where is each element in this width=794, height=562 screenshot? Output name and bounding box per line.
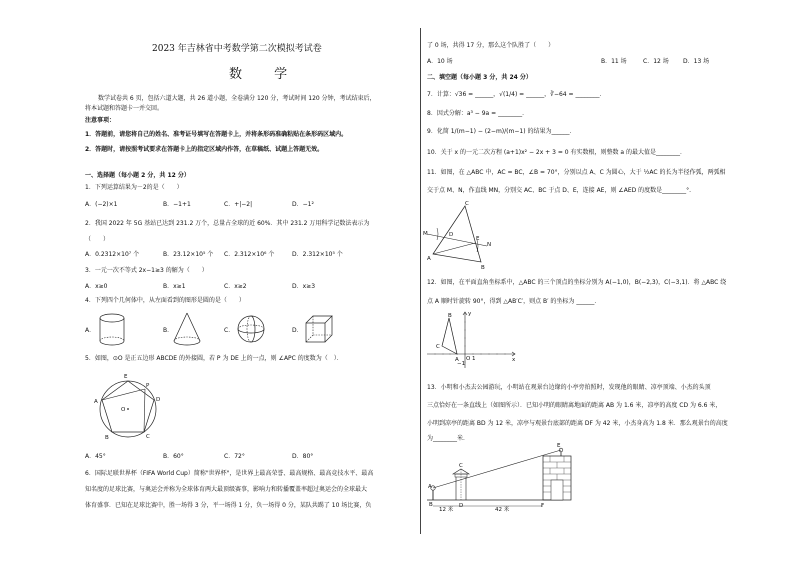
q5-stem: 5．如图，⊙O 是正五边形 ABCDE 的外接圆，若 P 为 DE 上的一点，则 ∠APC 的度数为（ ）． bbox=[85, 355, 343, 362]
q1-option-b: B．−1+1 bbox=[163, 201, 191, 208]
q3-stem: 3．一元一次不等式 2x−1≥3 的解为（ ） bbox=[85, 267, 208, 274]
q11-label-b: B bbox=[481, 265, 485, 271]
q6-option-b: B．11 场 bbox=[601, 58, 627, 65]
q6-continuation: 了 0 场，共得 17 分，那么这个队胜了（ ） bbox=[427, 42, 555, 49]
section1-title: 一、选择题（每小题 2 分，共 12 分） bbox=[85, 172, 190, 179]
q5-label-b: B bbox=[105, 435, 109, 441]
q11-line-1: 11．如图，在 △ABC 中，AC = BC，∠B = 70°，分别以点 A、C 为圆心，大于 ½AC 的长为半径作弧，两弧相 bbox=[427, 169, 726, 176]
cube-figure bbox=[304, 314, 334, 346]
q12-label-y: y bbox=[468, 311, 472, 317]
q13-dim-bd: 12 米 bbox=[439, 507, 454, 513]
q3-option-b: B．x≥1 bbox=[163, 283, 186, 290]
q4-option-b: B． bbox=[163, 327, 174, 334]
q4-stem: 4．下列四个几何体中，从左面看到的图形是圆的是（ ） bbox=[85, 297, 245, 304]
q1-stem: 1．下列运算结果为－2的是（ ） bbox=[85, 184, 183, 191]
q4-option-c: C． bbox=[224, 327, 235, 334]
q11-label-m: M bbox=[423, 231, 428, 237]
q12-line-2: 点 A 顺时针旋转 90°，得到 △AB′C′，则点 B′ 的坐标为 ______． bbox=[427, 298, 601, 305]
q6-line-1: 6．国际足联世界杯（FIFA World Cup）简称"世界杯"，是世界上最高荣誉、最高规格、最高竞技水平、最高 bbox=[85, 470, 374, 477]
q2-stem: 2．我国 2022 年 5G 基站已达到 231.2 万个，总量占全球的近 60%．其中 231.2 万用科学记数法表示为 bbox=[85, 220, 370, 227]
q2-option-d: D．2.312×10⁵ 个 bbox=[292, 251, 343, 258]
q2-tail: （ ） bbox=[85, 236, 110, 243]
q12-line-1: 12．如图，在平面直角坐标系中，△ABC 的三个顶点的坐标分别为 A(−1,0)，B(−2,3)，C(−3,1)．将 △ABC 绕 bbox=[427, 279, 727, 286]
q11-label-n: N bbox=[487, 242, 492, 248]
notes-title: 注意事项： bbox=[85, 117, 116, 124]
q5-option-b: B．60° bbox=[163, 453, 184, 460]
q12-label-b: B bbox=[448, 313, 452, 319]
q2-option-a: A．0.2312×10⁷ 个 bbox=[85, 251, 140, 258]
cone-figure bbox=[171, 312, 203, 348]
note-item-2: 2．答题时，请按照考试要求在答题卡上的指定区域内作答，在草稿纸、试题上答题无效。 bbox=[85, 146, 324, 153]
q13-line-3: 小明到凉亭的距离 BD 为 12 米，凉亭与观景台底部的距离 DF 为 42 米，小杰身高为 1.8 米．那么观景台的高度 bbox=[427, 420, 728, 427]
q3-option-a: A．x≥0 bbox=[85, 283, 108, 290]
q6-option-c: C．12 场 bbox=[643, 58, 669, 65]
q11-line-2: 交于点 M、N，作直线 MN，分别交 AC、BC 于点 D、E，连接 AE，则 ∠AED 的度数是________°. bbox=[427, 187, 692, 194]
q3-option-d: D．x≥3 bbox=[292, 283, 316, 290]
intro-line-2: 将本试题和答题卡一并交回。 bbox=[85, 105, 164, 112]
q13-label-e: E bbox=[557, 443, 561, 449]
q5-label-d: D bbox=[156, 397, 161, 403]
q13-scene-figure bbox=[423, 444, 573, 514]
q12-label-c: C bbox=[436, 344, 440, 350]
section2-title: 二、填空题（每小题 3 分，共 24 分） bbox=[427, 74, 532, 81]
q1-option-d: D．−1² bbox=[292, 201, 314, 208]
q12-coordinate-figure bbox=[427, 310, 519, 370]
q3-option-c: C．x≥2 bbox=[224, 283, 247, 290]
q2-option-b: B．23.12×10⁵ 个 bbox=[163, 251, 214, 258]
q10-text: 10．关于 x 的一元二次方程 (a+1)x² − 2x + 3 = 0 有实数根，则整数 a 的最大值是________． bbox=[427, 149, 686, 156]
q1-option-a: A．(−2)×1 bbox=[85, 201, 118, 208]
note-item-1: 1．答题前，请您将自己的姓名、准考证号填写在答题卡上，并将条形码准确粘贴在条形码区域内。 bbox=[85, 131, 348, 138]
q6-line-2: 知名度的足球比赛，与奥运会并称为全球体育两大最顶级赛事，影响力和转播覆盖率超过奥运会的全球最大 bbox=[85, 486, 368, 493]
q11-label-c: C bbox=[465, 201, 469, 207]
pentagon-circle-figure bbox=[88, 372, 168, 444]
q13-line-1: 13．小明和小杰去公园游玩，小明站在观景台边缘的小亭旁拍照时，发现他的眼睛、凉亭顶端、小杰的头顶 bbox=[427, 384, 711, 391]
q13-line-2: 三点恰好在一条直线上（如图所示）．已知小明的眼睛离地面的距离 AB 为 1.6 米，凉亭的高度 CD 为 6.6 米， bbox=[427, 402, 722, 409]
q13-label-f: F bbox=[541, 503, 545, 509]
q7-text: 7．计算：√36 = ______，√(1/4) = ______，∛−64 = ________． bbox=[427, 91, 606, 98]
q5-option-c: C．72° bbox=[224, 453, 245, 460]
q5-label-o: O bbox=[121, 407, 126, 413]
subject-title: 数 学 bbox=[229, 67, 302, 82]
q13-line-4: 为________米． bbox=[427, 435, 470, 442]
exam-title: 2023 年吉林省中考数学第二次模拟考试卷 bbox=[152, 44, 322, 54]
q5-option-d: D．80° bbox=[292, 453, 314, 460]
q13-label-c: C bbox=[459, 463, 463, 469]
q13-label-b: B bbox=[429, 502, 433, 508]
q12-label-x: x bbox=[512, 357, 516, 363]
q4-option-a: A． bbox=[85, 327, 96, 334]
q2-option-c: C．2.312×10⁶ 个 bbox=[224, 251, 275, 258]
sphere-figure bbox=[236, 314, 266, 346]
q6-option-a: A．10 场 bbox=[427, 58, 453, 65]
q8-text: 8．因式分解：a³ − 9a = ________． bbox=[427, 110, 529, 117]
q5-label-a: A bbox=[94, 399, 98, 405]
q5-label-e: E bbox=[124, 374, 128, 380]
q13-label-a: A bbox=[428, 484, 432, 490]
q12-label-a: A bbox=[455, 357, 459, 363]
q11-triangle-figure bbox=[425, 200, 495, 270]
q5-label-p: P bbox=[146, 383, 150, 389]
right-column bbox=[421, 0, 794, 562]
q13-label-d: D bbox=[459, 503, 464, 509]
cylinder-figure bbox=[97, 313, 127, 347]
q4-option-d: D． bbox=[292, 327, 303, 334]
q9-text: 9．化简 1/(m−1) − (2−m)/(m−1) 的结果为______． bbox=[427, 128, 576, 135]
q13-dim-df: 42 米 bbox=[495, 507, 510, 513]
q11-label-e: E bbox=[476, 236, 480, 242]
q5-label-c: C bbox=[146, 434, 150, 440]
q12-tick-1: 1 bbox=[472, 356, 476, 362]
q6-line-3: 体育盛事．已知在足球比赛中，胜一场得 3 分，平一场得 1 分，负一场得 0 分，某队共踢了 10 场比赛，负 bbox=[85, 502, 372, 509]
q11-label-d: D bbox=[449, 232, 454, 238]
q5-option-a: A．45° bbox=[85, 453, 106, 460]
intro-line-1: 数学试卷共 6 页，包括六道大题，共 26 道小题，全卷满分 120 分，考试时间 120 分钟，考试结束后， bbox=[98, 95, 376, 102]
q12-tick-neg1: −1 bbox=[457, 361, 466, 367]
q1-option-c: C．+|−2| bbox=[224, 201, 253, 208]
q11-label-a: A bbox=[427, 256, 431, 262]
q12-label-o: O bbox=[466, 356, 471, 362]
q6-option-d: D．13 场 bbox=[683, 58, 710, 65]
